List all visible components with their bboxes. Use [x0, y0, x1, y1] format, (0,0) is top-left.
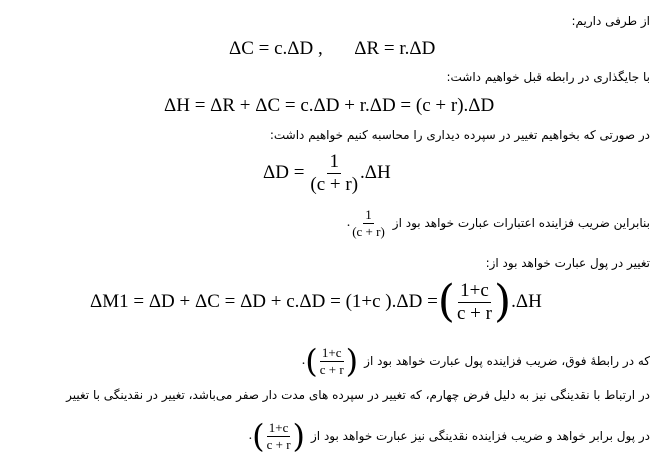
paragraph-credit-multiplier	[347, 208, 650, 238]
liquidity-multiplier-left-paren: (	[252, 417, 265, 455]
equation-5-rhs: .ΔH	[511, 291, 542, 312]
equation-3-numerator: 1	[329, 151, 339, 172]
money-multiplier-denominator: c + r	[319, 361, 344, 377]
equation-5-right-paren: )	[493, 276, 512, 327]
money-multiplier-fraction	[318, 346, 346, 376]
equation-3-fraction	[308, 152, 360, 195]
equation-1-part-b: ΔR = r.ΔD	[354, 38, 436, 59]
paragraph-money-multiplier	[302, 342, 650, 380]
money-multiplier-dot: .	[301, 353, 306, 368]
equation-5-left-paren: (	[437, 276, 455, 327]
paragraph-money-multiplier-text: که در رابطهٔ فوق، ضریب فزاینده پول عبارت خواهد بود از	[364, 354, 650, 368]
paragraph-liquidity-multiplier	[249, 417, 650, 455]
liquidity-multiplier-math	[249, 417, 305, 455]
paragraph-credit-multiplier-text: بنابراین ضریب فزاینده اعتبارات عبارت خواهد بود از	[392, 216, 650, 231]
money-multiplier-numerator: 1+c	[321, 344, 342, 360]
credit-multiplier-math	[347, 208, 387, 238]
paragraph-substitution: با جایگذاری در رابطه قبل خواهیم داشت:	[446, 70, 650, 84]
money-multiplier-left-paren: (	[305, 342, 318, 380]
equation-1	[229, 38, 435, 60]
credit-multiplier-dot: .	[346, 215, 351, 231]
credit-multiplier-fraction	[350, 208, 387, 238]
equation-1-part-a: ΔC = c.ΔD ,	[229, 38, 323, 59]
equation-5-denominator: c + r	[456, 302, 492, 324]
credit-multiplier-numerator: 1	[365, 207, 372, 222]
liquidity-multiplier-numerator: 1+c	[268, 419, 289, 435]
credit-multiplier-denominator: (c + r)	[352, 223, 385, 239]
paragraph-demand-deposit: در صورتی که بخواهیم تغییر در سپرده دیداری را محاسبه کنیم خواهیم داشت:	[269, 128, 650, 142]
paragraph-liquidity: در ارتباط با نقدینگی نیز به دلیل فرض چهارم، که تغییر در سپرده های مدت دار صفر می‌باشد، تغییر در نقدینگی با تغییر	[66, 388, 650, 402]
paragraph-money-change: تغییر در پول عبارت خواهد بود از:	[485, 256, 650, 270]
paragraph-intro: از طرفی داریم:	[571, 14, 650, 28]
liquidity-multiplier-right-paren: )	[292, 417, 306, 455]
equation-3-lhs: ΔD =	[263, 162, 305, 184]
paragraph-liquidity-multiplier-text: در پول برابر خواهد و ضریب فزاینده نقدینگی نیز عبارت خواهد بود از	[311, 429, 650, 443]
money-multiplier-math	[302, 342, 358, 380]
liquidity-multiplier-denominator: c + r	[266, 436, 291, 452]
equation-5-numerator: 1+c	[460, 279, 489, 301]
equation-5-lhs: ΔM1 = ΔD + ΔC = ΔD + c.ΔD = (1+c ).ΔD =	[90, 291, 438, 312]
equation-2	[164, 95, 494, 117]
equation-3-denominator: (c + r)	[310, 173, 359, 195]
equation-3	[263, 152, 391, 195]
liquidity-multiplier-fraction	[265, 421, 293, 451]
money-multiplier-right-paren: )	[345, 342, 359, 380]
liquidity-multiplier-dot: .	[248, 428, 253, 443]
equation-3-rhs: .ΔH	[360, 162, 391, 184]
equation-5-fraction	[455, 281, 494, 324]
equation-5	[90, 276, 542, 327]
equation-2-text: ΔH = ΔR + ΔC = c.ΔD + r.ΔD = (c + r).ΔD	[164, 95, 495, 116]
